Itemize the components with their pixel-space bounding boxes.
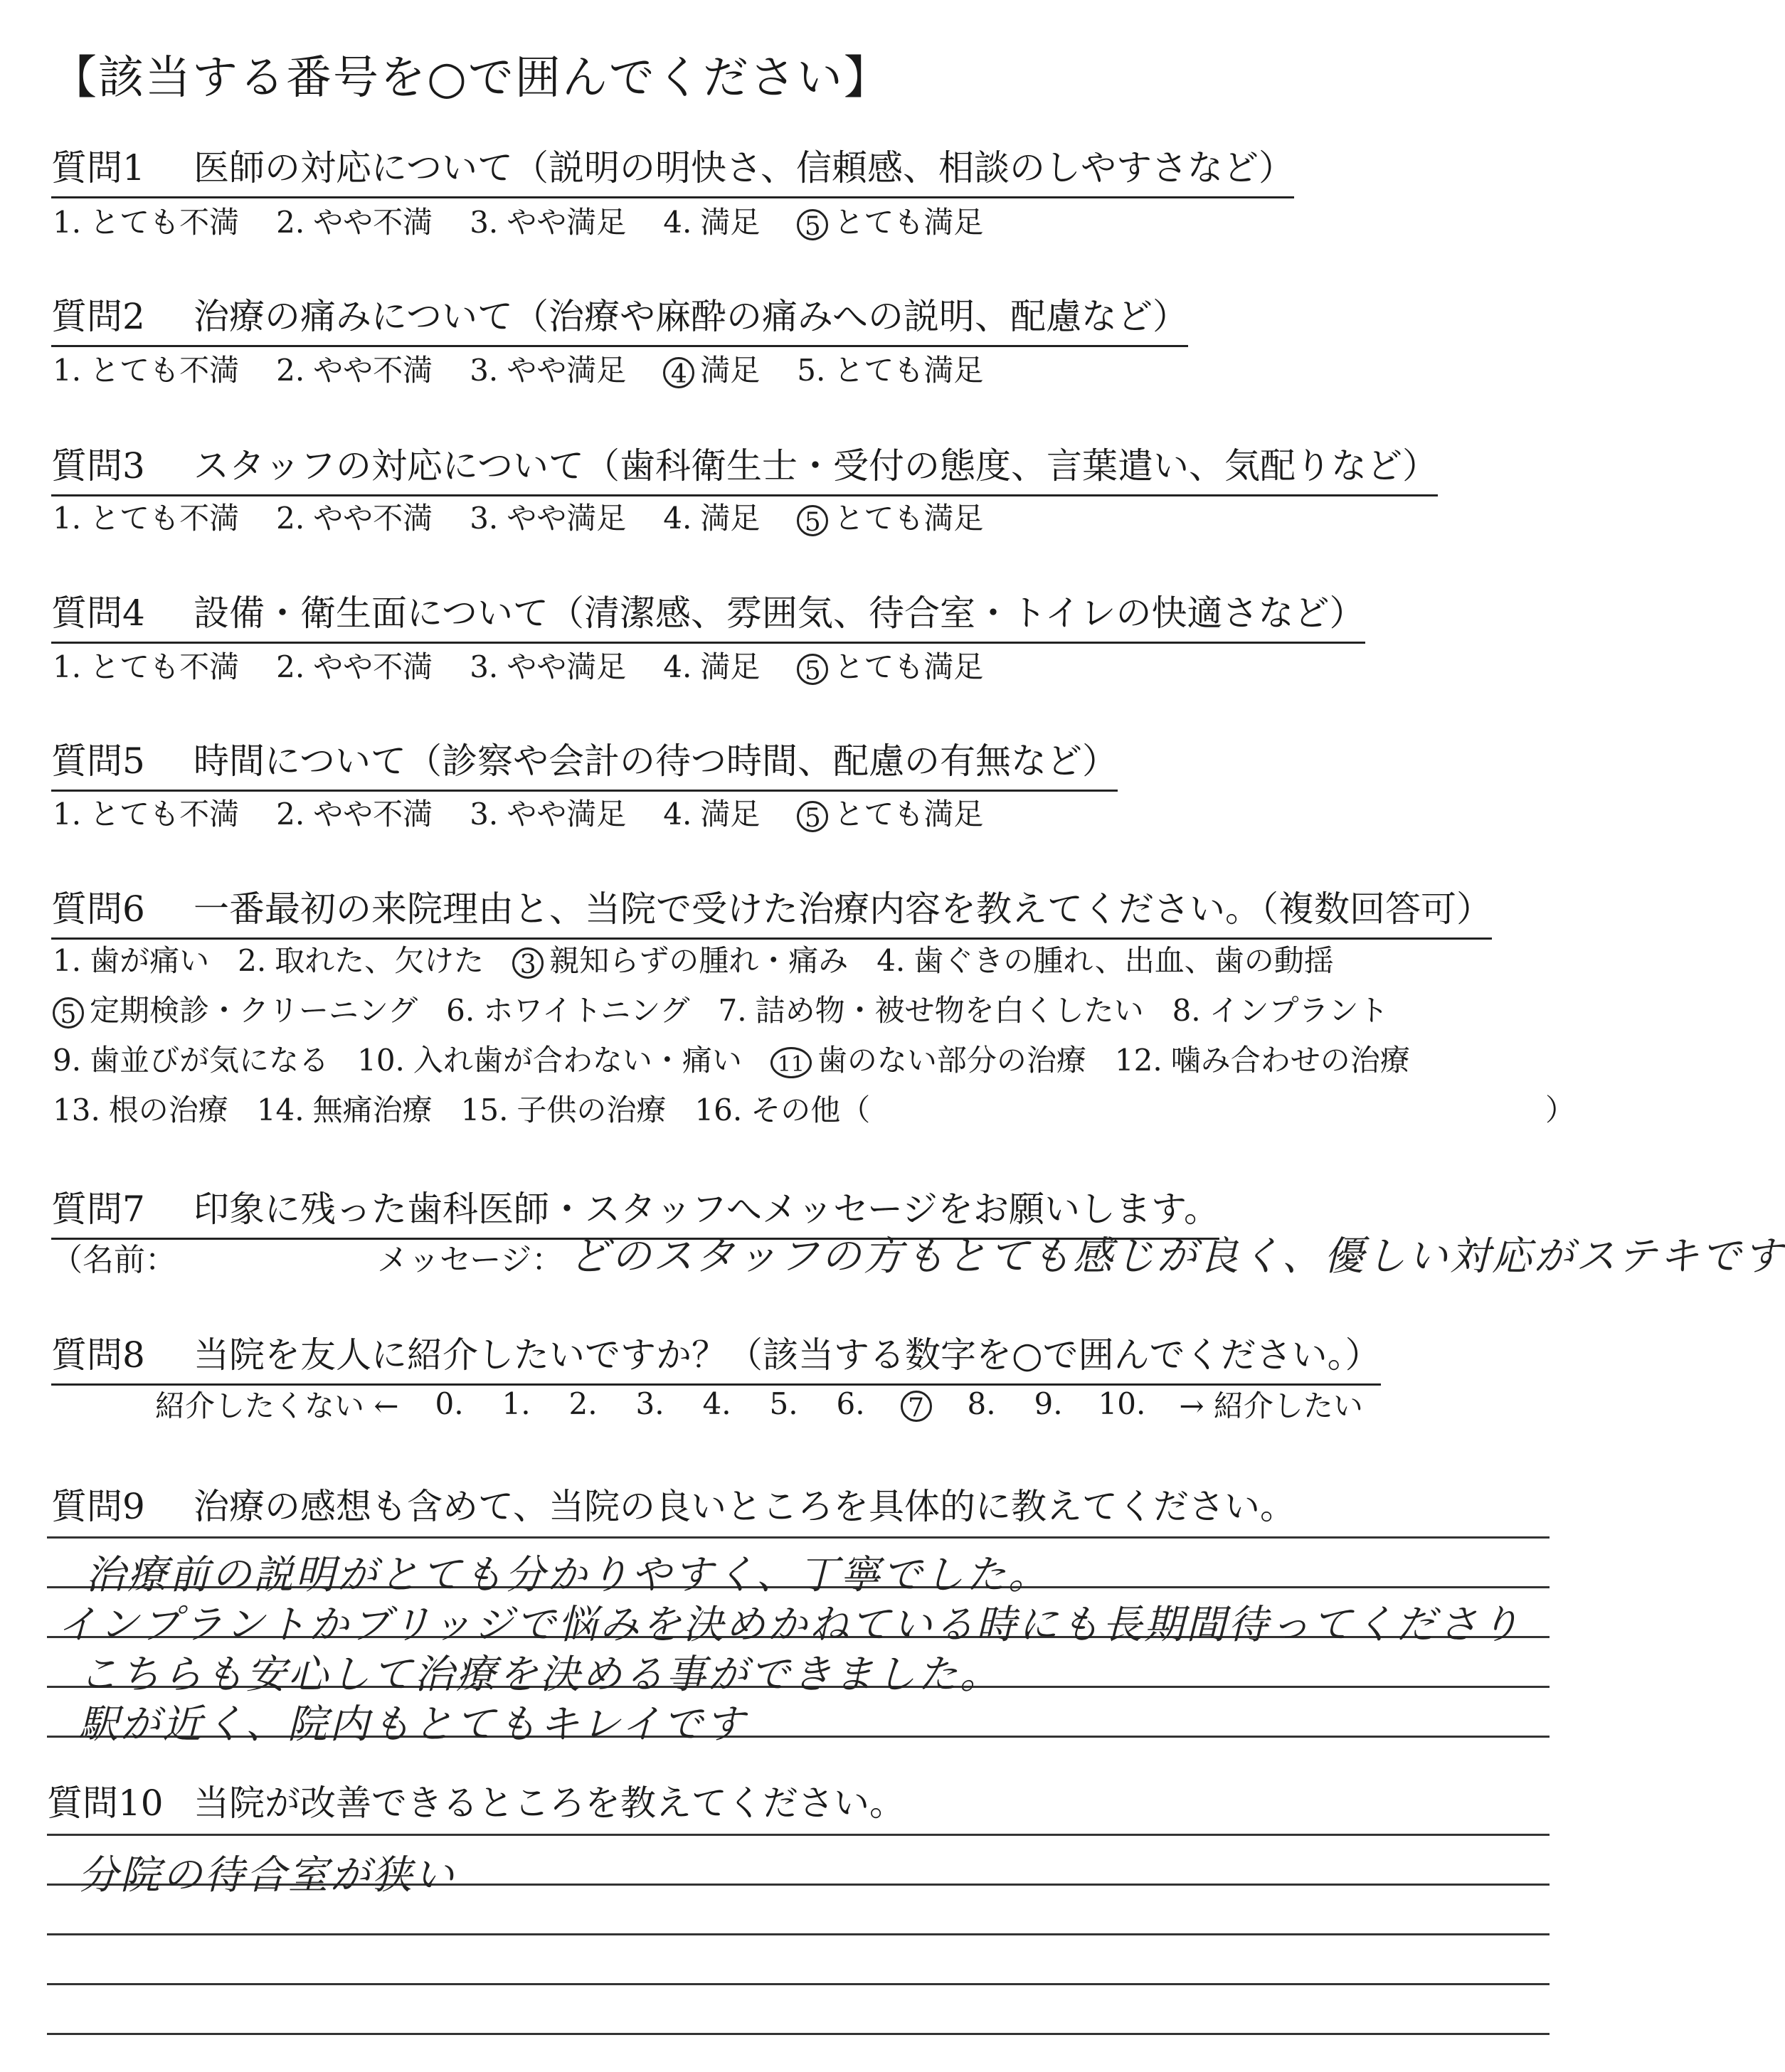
circled-number: 4 [663, 357, 694, 388]
q8-scale-value[interactable]: 2. [568, 1386, 598, 1421]
answer-line [47, 1834, 1550, 1836]
circled-number: 5 [797, 505, 828, 536]
option-label: やや不満 [313, 649, 433, 684]
option-label: やや不満 [313, 205, 433, 240]
q6-row[interactable] [53, 987, 1417, 1030]
option-label: とても不満 [90, 797, 240, 832]
rating-option[interactable] [470, 347, 626, 390]
rating-option[interactable] [797, 347, 983, 390]
q6-option[interactable] [53, 1037, 329, 1080]
q6-option[interactable] [53, 1087, 228, 1130]
option-label: 噛み合わせの治療 [1170, 1043, 1410, 1078]
rating-option[interactable] [276, 199, 433, 242]
q7-name-label: （名前： [51, 1242, 176, 1278]
q6-option[interactable] [512, 937, 848, 980]
option-label: その他（ [751, 1093, 871, 1127]
rating-option[interactable] [663, 495, 760, 538]
option-number: 3. [470, 797, 499, 832]
q6-other-close-paren: ） [1545, 1093, 1576, 1127]
option-label: 満足 [700, 649, 761, 684]
rating-option[interactable] [663, 791, 760, 834]
option-label: とても満足 [834, 649, 984, 684]
option-label: やや不満 [313, 501, 433, 536]
option-label: 入れ歯が合わない・痛い [413, 1043, 742, 1078]
question-6-heading: 質問6 一番最初の来院理由と、当院で受けた治療内容を教えてください。（複数回答可） [51, 881, 1492, 940]
rating-option[interactable] [53, 495, 239, 538]
option-label: やや満足 [507, 353, 627, 388]
q8-values[interactable] [416, 1386, 1162, 1422]
circled-number: 5 [797, 801, 828, 832]
option-number: 3. [470, 649, 499, 684]
option-label: 定期検診・クリーニング [90, 993, 418, 1028]
question-2-heading: 質問2 治療の痛みについて（治療や麻酔の痛みへの説明、配慮など） [51, 288, 1188, 347]
q8-left-label: 紹介したくない ← [155, 1388, 399, 1423]
answer-line [47, 2033, 1550, 2035]
option-label: とても不満 [90, 353, 240, 388]
q6-option[interactable] [1172, 987, 1389, 1030]
option-label: 無痛治療 [312, 1093, 433, 1127]
option-number: 1. [53, 943, 82, 978]
q10-answer-line-1: 分院の待合室が狭い [78, 1852, 456, 1898]
q6-option[interactable] [718, 987, 1143, 1030]
q6-option[interactable] [238, 937, 484, 980]
option-label: 歯が痛い [90, 943, 210, 978]
option-number: 3. [470, 353, 499, 388]
option-number: 4. [663, 797, 692, 832]
q6-option[interactable] [770, 1037, 1086, 1080]
option-label: 取れた、欠けた [275, 943, 484, 978]
q6-row[interactable] [53, 1037, 1439, 1080]
option-label: やや不満 [313, 353, 433, 388]
circled-number: 11 [770, 1047, 812, 1078]
option-number: 16. [694, 1093, 743, 1127]
rating-option[interactable] [663, 644, 760, 686]
option-label: とても満足 [834, 501, 984, 536]
rating-option[interactable] [797, 644, 983, 686]
answer-line [47, 1983, 1550, 1985]
circled-number: 5 [797, 209, 828, 240]
option-label: 歯のない部分の治療 [817, 1043, 1086, 1078]
q6-row[interactable] [53, 1087, 899, 1130]
rating-option[interactable] [470, 644, 626, 686]
answer-line [47, 1536, 1550, 1539]
rating-option[interactable] [470, 495, 626, 538]
option-label: 歯並びが気になる [90, 1043, 329, 1078]
option-label: やや満足 [507, 797, 627, 832]
question-7-heading: 質問7 印象に残った歯科医師・スタッフへメッセージをお願いします。 [51, 1181, 1219, 1240]
option-label: やや不満 [313, 797, 433, 832]
q8-right-label: → 紹介したい [1179, 1388, 1363, 1423]
q8-scale-value[interactable]: 3. [635, 1386, 664, 1421]
option-number: 3. [470, 501, 499, 536]
option-number: 14. [256, 1093, 304, 1127]
question-4-options[interactable] [53, 644, 1020, 686]
option-label: とても不満 [90, 205, 240, 240]
q8-scale[interactable] [155, 1383, 1363, 1425]
option-label: インプラント [1209, 993, 1389, 1028]
question-10-heading: 質問10 当院が改善できるところを教えてください。 [47, 1783, 905, 1824]
q9-answer-line-2: インプラントかブリッジで悩みを決めかねている時にも長期間待ってくださり [57, 1602, 1522, 1648]
option-label: 子供の治療 [517, 1093, 667, 1127]
rating-option[interactable] [276, 791, 433, 834]
option-label: やや満足 [507, 649, 627, 684]
question-3-heading: 質問3 スタッフの対応について（歯科衛生士・受付の態度、言葉遣い、気配りなど） [51, 437, 1438, 496]
q9-answer-line-4: 駅が近く、院内もとてもキレイです [78, 1701, 747, 1748]
question-1-heading: 質問1 医師の対応について（説明の明快さ、信頼感、相談のしやすさなど） [51, 139, 1294, 198]
rating-option[interactable] [797, 199, 983, 242]
option-label: とても満足 [834, 353, 984, 388]
option-number: 2. [276, 353, 305, 388]
q8-scale-value[interactable]: 10. [1098, 1386, 1146, 1421]
option-label: 詰め物・被せ物を白くしたい [755, 993, 1144, 1028]
option-label: 根の治療 [108, 1093, 228, 1127]
question-1-options[interactable] [53, 199, 1020, 242]
q8-scale-value[interactable]: 6. [836, 1386, 865, 1421]
option-number: 7. [718, 993, 747, 1028]
q7-message-label: メッセージ： [377, 1242, 563, 1278]
rating-option[interactable] [53, 644, 239, 686]
rating-option[interactable] [470, 199, 626, 242]
option-number: 10. [357, 1043, 405, 1078]
q8-scale-value[interactable]: 4. [702, 1386, 731, 1421]
circled-number: 5 [53, 997, 84, 1029]
option-label: 満足 [700, 501, 761, 536]
option-number: 4. [663, 649, 692, 684]
q8-scale-value[interactable]: 9. [1034, 1386, 1063, 1421]
answer-line [47, 1933, 1550, 1935]
option-number: 1. [53, 649, 82, 684]
rating-option[interactable] [470, 791, 626, 834]
rating-option[interactable] [276, 347, 433, 390]
q8-scale-value[interactable]: 5. [769, 1386, 798, 1421]
option-number: 4. [876, 943, 906, 978]
option-label: 歯ぐきの腫れ、出血、歯の動揺 [913, 943, 1334, 978]
question-5-options[interactable] [53, 791, 1020, 834]
question-5-heading: 質問5 時間について（診察や会計の待つ時間、配慮の有無など） [51, 733, 1118, 792]
question-2-options[interactable] [53, 347, 1020, 390]
option-number: 2. [238, 943, 267, 978]
rating-option[interactable] [663, 199, 760, 242]
q6-option[interactable] [876, 937, 1334, 980]
option-label: とても不満 [90, 501, 240, 536]
question-3-options[interactable] [53, 495, 1020, 538]
q9-answer-line-1: 治療前の説明がとても分かりやすく、丁寧でした。 [85, 1552, 1050, 1598]
rating-option[interactable] [53, 791, 239, 834]
option-number: 12. [1114, 1043, 1162, 1078]
option-number: 9. [53, 1043, 82, 1078]
q8-scale-value-circled[interactable]: 7 [901, 1391, 932, 1422]
q6-option[interactable] [53, 937, 209, 980]
rating-option[interactable] [53, 347, 239, 390]
option-label: 満足 [700, 797, 761, 832]
option-number: 3. [470, 205, 499, 240]
option-number: 5. [797, 353, 826, 388]
option-label: やや満足 [507, 501, 627, 536]
option-number: 1. [53, 353, 82, 388]
option-label: とても不満 [90, 649, 240, 684]
q6-option[interactable] [461, 1087, 667, 1130]
option-number: 2. [276, 797, 305, 832]
option-label: やや満足 [507, 205, 627, 240]
page-title: 【該当する番号を○で囲んでください】 [51, 52, 891, 105]
option-label: 満足 [700, 205, 761, 240]
rating-option[interactable] [663, 347, 760, 390]
option-number: 15. [460, 1093, 509, 1127]
q6-option[interactable] [1115, 1037, 1410, 1080]
q6-option[interactable] [257, 1087, 433, 1130]
q8-scale-value[interactable]: 0. [435, 1386, 464, 1421]
option-number: 4. [663, 501, 692, 536]
q6-option[interactable] [357, 1037, 742, 1080]
option-number: 6. [446, 993, 475, 1028]
q6-option[interactable] [694, 1087, 870, 1130]
option-number: 4. [663, 205, 692, 240]
option-number: 2. [276, 501, 305, 536]
option-number: 13. [53, 1093, 100, 1127]
q8-scale-value[interactable]: 8. [967, 1386, 996, 1421]
option-label: ホワイトニング [483, 993, 690, 1028]
option-number: 2. [276, 649, 305, 684]
q6-option[interactable] [446, 987, 689, 1030]
question-4-heading: 質問4 設備・衛生面について（清潔感、雰囲気、待合室・トイレの快適さなど） [51, 585, 1365, 644]
rating-option[interactable] [53, 199, 239, 242]
option-number: 8. [1172, 993, 1201, 1028]
q8-scale-value[interactable]: 1. [502, 1386, 531, 1421]
option-number: 1. [53, 501, 82, 536]
option-number: 1. [53, 797, 82, 832]
q9-answer-line-3: こちらも安心して治療を決める事ができました。 [78, 1652, 1002, 1698]
option-label: 親知らずの腫れ・痛み [549, 943, 849, 978]
q6-option[interactable] [53, 987, 418, 1030]
circled-number: 3 [512, 947, 544, 979]
question-9-heading: 質問9 治療の感想も含めて、当院の良いところを具体的に教えてください。 [51, 1486, 1296, 1527]
question-8-heading: 質問8 当院を友人に紹介したいですか？（該当する数字を○で囲んでください。） [51, 1327, 1381, 1386]
option-label: 満足 [700, 353, 761, 388]
rating-option[interactable] [276, 644, 433, 686]
rating-option[interactable] [797, 791, 983, 834]
option-label: とても満足 [834, 797, 984, 832]
option-label: とても満足 [834, 205, 984, 240]
option-number: 1. [53, 205, 82, 240]
q6-row[interactable] [53, 937, 1362, 980]
option-number: 2. [276, 205, 305, 240]
rating-option[interactable] [797, 495, 983, 538]
q7-message-handwritten: どのスタッフの方もとても感じが良く、優しい対応がステキです [569, 1233, 1785, 1280]
circled-number: 5 [797, 654, 828, 685]
rating-option[interactable] [276, 495, 433, 538]
